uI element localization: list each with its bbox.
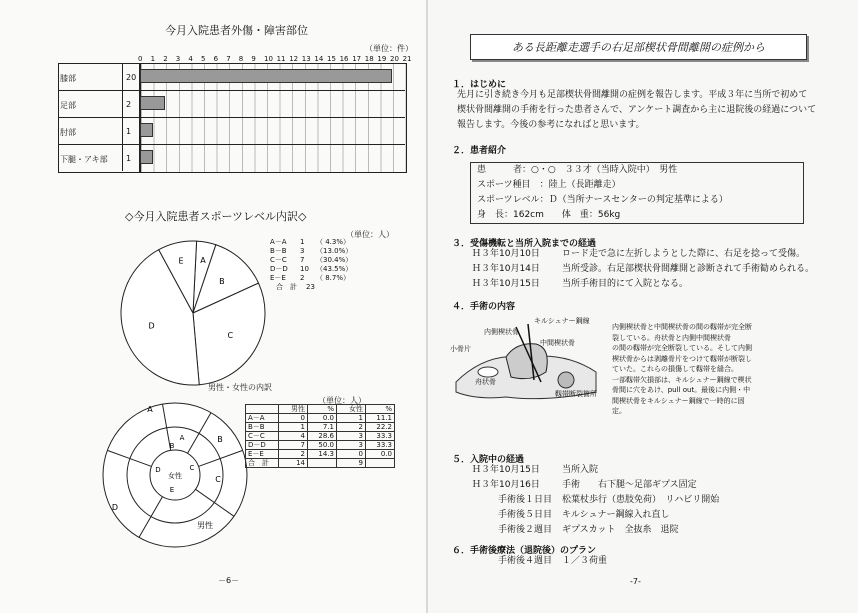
injury-row-count: 20 — [126, 73, 137, 82]
injury-chart-title: 今月入院患者外傷・障害部位 — [165, 24, 308, 37]
timeline-row — [472, 523, 719, 538]
timeline-row — [472, 463, 719, 478]
desc-line: 裂している。舟状骨と内側中間楔状骨 — [612, 333, 731, 342]
scale-tick: 1 — [150, 55, 156, 63]
pie-legend-row — [270, 238, 356, 247]
section6-timeline — [472, 554, 607, 569]
section1-body — [457, 88, 816, 133]
desc-line: 間楔状骨をキルシュナー鋼線で一時的に固 — [612, 396, 745, 405]
right-page-number: -7- — [630, 577, 641, 586]
section6-heading: ６．手術後療法（退院後）のプラン — [452, 546, 597, 556]
timeline-text: 手術 右下腿～足部ギプス固定 — [562, 480, 697, 490]
sports-chart-title: ◇今月入院患者スポーツレベル内訳◇ — [125, 210, 307, 223]
gender-table-cell: 28.6 — [308, 432, 337, 441]
donut-inner-label: A — [179, 434, 185, 442]
gender-table-cell: 3 — [337, 441, 366, 450]
scale-tick: 18 — [364, 55, 374, 63]
section1-line: 楔状骨間離開の手術を行った患者さんで、アンケート調査から主に退院後の経過について — [457, 105, 817, 115]
pie-legend-cell: 2 — [300, 274, 305, 282]
timeline-date: 手術後４週目 — [497, 556, 552, 566]
donut-outer-label: A — [147, 405, 153, 414]
gender-table-cell: 14.3 — [308, 450, 337, 459]
row-divider — [58, 90, 405, 91]
desc-line: 骨間に穴をあけ、pull out。最後に内側・中 — [612, 386, 751, 394]
injury-row-count: 2 — [126, 100, 132, 109]
diagram-label-kwire: キルシュナー鋼線 — [534, 317, 590, 325]
gender-table-cell: 33.3 — [366, 432, 395, 441]
gender-table-cell: % — [308, 405, 337, 414]
scale-tick: 11 — [276, 55, 286, 63]
donut-outer-label: D — [111, 503, 119, 512]
pie-legend-total — [270, 283, 356, 292]
pie-legend-cell: D－D — [270, 265, 288, 273]
gender-table-cell: A－A — [246, 414, 279, 423]
pie-legend-cell: 1 — [300, 238, 305, 246]
injury-bar — [140, 96, 165, 110]
scale-tick: 4 — [188, 55, 193, 63]
article-title: ある長距離走選手の右足部楔状骨間離開の症例から — [512, 41, 765, 54]
patient-line: 患 者：○・○ ３３才（当時入院中） 男性 — [477, 165, 678, 175]
scale-tick: 8 — [238, 55, 244, 63]
gender-table-cell: 14 — [279, 459, 308, 468]
timeline-text: １／３荷重 — [562, 556, 608, 566]
injury-row-count: 1 — [126, 154, 132, 163]
gender-table-cell: 合 計 — [246, 459, 279, 468]
bone-fragment — [478, 367, 498, 377]
gender-table-cell: 男性 — [279, 405, 308, 414]
section5-heading: ５．入院中の経過 — [452, 455, 525, 465]
desc-line: 楔状骨からは剥離骨片をつけて靱帯が断裂し — [612, 354, 752, 363]
pie-legend-cell: B－B — [270, 247, 287, 255]
scale-tick: 6 — [213, 55, 219, 63]
injury-bar — [140, 69, 392, 83]
surgery-description — [612, 322, 752, 417]
timeline-text: 当所手術目的にて入院となる。 — [562, 279, 689, 289]
gender-table-cell: B－B — [246, 423, 279, 432]
scale-tick: 9 — [251, 55, 256, 63]
injury-row-label: 下腿・アキ部 — [60, 155, 108, 164]
gender-table-row — [246, 414, 395, 423]
scale-tick: 5 — [201, 55, 206, 63]
left-page — [0, 0, 428, 613]
gender-table-cell — [246, 405, 279, 414]
pie-slice-label: B — [219, 276, 225, 286]
section4-heading: ４．手術の内容 — [452, 302, 516, 312]
donut-female-label: 女性 — [168, 472, 182, 480]
diagram-label-medial: 内側楔状骨 — [484, 328, 519, 336]
gender-table-cell: 50.0 — [308, 441, 337, 450]
pie-legend-row — [270, 247, 356, 256]
patient-line: 身 長：162cm 体 重：56kg — [477, 210, 621, 220]
timeline-row — [472, 277, 814, 292]
scale-tick: 19 — [377, 55, 387, 63]
timeline-date: Ｈ３年10月10日 — [472, 249, 540, 259]
scale-tick: 3 — [175, 55, 181, 63]
section3-heading: ３．受傷機転と当所入院までの経過 — [452, 239, 597, 249]
pie-total-value: 23 — [306, 283, 315, 291]
pie-legend-cell: （ 4.3%） — [316, 238, 351, 246]
donut-inner-label: B — [169, 442, 175, 450]
gender-table-row — [246, 450, 395, 459]
desc-line: の間の靱帯が完全断裂している。そして内側 — [612, 344, 752, 352]
section1-line: 先月に引き続き今月も足部楔状骨間離開の症例を報告します。平成３年に当所で初めて — [457, 90, 808, 100]
pie-legend-cell: C－C — [270, 256, 287, 264]
pie-slice-label: E — [178, 256, 184, 266]
donut-inner-label: C — [189, 464, 195, 472]
scale-tick: 7 — [226, 55, 231, 63]
scale-tick: 10 — [264, 55, 273, 63]
scale-tick: 13 — [301, 55, 311, 63]
pie-legend-cell: 10 — [300, 265, 309, 273]
timeline-text: 当所受診。右足部楔状骨間離開と診断されて手術勧められる。 — [562, 264, 815, 274]
gender-table-cell: 2 — [279, 450, 308, 459]
diagram-label-intermediate: 中間楔状骨 — [540, 339, 575, 347]
patient-info-lines — [477, 163, 728, 223]
pie-legend-cell: A－A — [270, 238, 287, 246]
timeline-row — [472, 508, 719, 523]
sports-pie-chart — [118, 238, 268, 388]
gender-table-cell: D－D — [246, 441, 279, 450]
count-separator — [122, 63, 123, 171]
patient-line: スポーツ種目 ：陸上（長距離走） — [477, 180, 621, 190]
gender-table-row — [246, 441, 395, 450]
timeline-date: Ｈ３年10月14日 — [472, 264, 540, 274]
scale-tick: 21 — [402, 55, 412, 63]
scale-tick: 16 — [339, 55, 349, 63]
section2-heading: ２．患者紹介 — [452, 146, 507, 156]
section1-line: 報告します。今後の参考になればと思います。 — [457, 120, 645, 130]
gender-table-cell: 7 — [279, 441, 308, 450]
timeline-text: 松葉杖歩行（患肢免荷） リハビリ開始 — [562, 495, 720, 505]
row-divider — [58, 117, 405, 118]
pie-legend-cell: 7 — [300, 256, 305, 264]
pie-legend-cell: （ 8.7%） — [316, 274, 351, 282]
article-banner — [470, 34, 807, 60]
timeline-row — [472, 262, 814, 277]
timeline-date: 手術後２週目 — [497, 525, 552, 535]
injury-row-label: 足部 — [60, 101, 76, 110]
donut-inner-label: E — [169, 486, 175, 494]
gender-table — [245, 404, 395, 468]
gender-chart-unit: （単位：人） — [318, 396, 366, 405]
gender-table-cell: 1 — [337, 414, 366, 423]
pie-legend-row — [270, 265, 356, 274]
gender-table-cell — [366, 459, 395, 468]
pie-legend-cell: 3 — [300, 247, 305, 255]
patient-info-box — [470, 162, 804, 224]
timeline-date: Ｈ３年10月15日 — [472, 279, 540, 289]
timeline-text: ロード走で急に左折しようとした際に、右足を捻って受傷。 — [562, 249, 806, 259]
injury-bar — [140, 150, 153, 164]
pie-legend-cell: E－E — [270, 274, 286, 282]
gender-table-cell: % — [366, 405, 395, 414]
injury-row-label: 肘部 — [60, 128, 76, 137]
gender-table-cell: 0.0 — [308, 414, 337, 423]
gender-table-row — [246, 459, 395, 468]
gender-table-row — [246, 423, 395, 432]
gender-table-cell: 女性 — [337, 405, 366, 414]
gender-table-cell — [308, 459, 337, 468]
gender-table-header — [246, 405, 395, 414]
sports-pie-legend — [270, 238, 356, 292]
gender-table-cell: C－C — [246, 432, 279, 441]
pie-legend-cell: （30.4%） — [316, 256, 353, 264]
diagram-label-tear: 靱帯断裂箇所 — [555, 390, 597, 398]
injury-row-count: 1 — [126, 127, 132, 136]
pie-legend-cell: （43.5%） — [316, 265, 353, 273]
timeline-date: 手術後１日目 — [497, 495, 552, 505]
timeline-date: Ｈ３年10月16日 — [472, 480, 540, 490]
scale-tick: 17 — [352, 55, 362, 63]
pie-legend-cell: （13.0%） — [316, 247, 353, 255]
scale-tick: 15 — [327, 55, 336, 63]
section5-timeline — [472, 463, 719, 538]
row-divider — [58, 144, 405, 145]
timeline-text: 当所入院 — [562, 465, 599, 475]
desc-line: ていた。これらの損傷して靱帯を縫合。 — [612, 365, 738, 373]
timeline-date: 手術後５日目 — [497, 510, 552, 520]
gender-table-cell: 0 — [337, 450, 366, 459]
timeline-text: ギプスカット 全抜糸 退院 — [562, 525, 679, 535]
gender-table-cell: 1 — [279, 423, 308, 432]
injury-chart-unit: （単位：件） — [365, 44, 413, 53]
scale-tick: 14 — [314, 55, 324, 63]
pie-legend-row — [270, 274, 356, 283]
timeline-date: Ｈ３年10月15日 — [472, 465, 540, 475]
gender-chart-title: 男性・女性の内訳 — [208, 383, 272, 392]
gender-table-cell: 7.1 — [308, 423, 337, 432]
section1-heading: １．はじめに — [452, 80, 507, 90]
gender-table-cell: 0.0 — [366, 450, 395, 459]
pie-legend-row — [270, 256, 356, 265]
gender-table-cell: 0 — [279, 414, 308, 423]
gender-table-cell: 3 — [337, 432, 366, 441]
injury-bar — [140, 123, 153, 137]
gender-table-cell: E－E — [246, 450, 279, 459]
timeline-row — [472, 554, 607, 569]
gender-donut-chart — [100, 400, 250, 550]
gender-table-cell: 2 — [337, 423, 366, 432]
gender-table-cell: 22.2 — [366, 423, 395, 432]
desc-line: 一部靱帯欠損部は、キルシュナー鋼線で楔状 — [612, 375, 752, 384]
pie-slice-label: A — [200, 255, 206, 265]
donut-outer-label: B — [217, 435, 223, 444]
scale-tick: 2 — [163, 55, 168, 63]
pie-total-label: 合 計 — [276, 283, 297, 291]
scale-tick: 12 — [289, 55, 299, 63]
gender-table-cell: 9 — [337, 459, 366, 468]
donut-inner-label: D — [155, 466, 161, 474]
injury-row-label: 膝部 — [60, 74, 76, 83]
left-page-number: －6－ — [218, 576, 240, 585]
section3-timeline — [472, 247, 814, 292]
gender-table-cell: 33.3 — [366, 441, 395, 450]
scale-tick: 0 — [138, 55, 143, 63]
gender-table-cell: 11.1 — [366, 414, 395, 423]
ligament-tear-site — [558, 372, 574, 388]
diagram-label-fragment: 小骨片 — [450, 345, 471, 353]
desc-line: 定。 — [612, 407, 626, 415]
timeline-text: キルシュナー鋼線入れ直し — [562, 510, 670, 520]
gender-table-cell: 4 — [279, 432, 308, 441]
gender-table-row — [246, 432, 395, 441]
donut-outer-label: C — [215, 475, 221, 484]
sports-chart-unit: （単位：人） — [346, 230, 394, 239]
pie-slice-label: D — [148, 321, 155, 331]
pie-slice-label: C — [227, 330, 234, 340]
timeline-row — [472, 493, 719, 508]
timeline-row — [472, 247, 814, 262]
patient-line: スポーツレベル：Ｄ（当所ナースセンターの判定基準による） — [477, 195, 728, 205]
timeline-row — [472, 478, 719, 493]
donut-outer-label: 男性 — [197, 521, 213, 530]
scale-tick: 20 — [390, 55, 399, 63]
desc-line: 内側楔状骨と中間楔状骨の間の靱帯が完全断 — [612, 323, 752, 331]
diagram-label-navicular: 舟状骨 — [475, 378, 496, 386]
